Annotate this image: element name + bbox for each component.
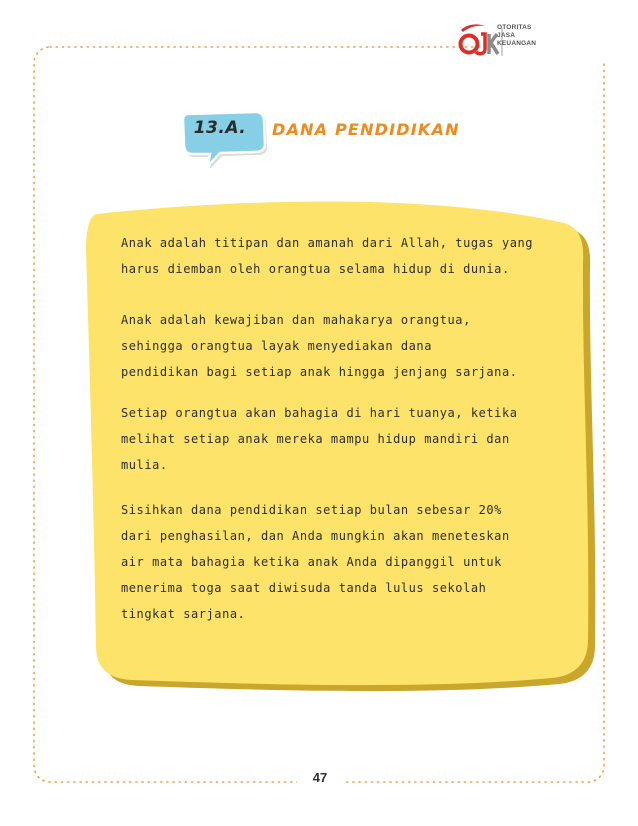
text-line: tingkat sarjana. (121, 607, 246, 621)
text-line: harus diemban oleh orangtua selama hidup di dunia. (121, 262, 510, 276)
paragraph-3 (121, 400, 518, 478)
page-number: 47 (297, 763, 343, 793)
text-line: pendidikan bagi setiap anak hingga jenjang sarjana. (121, 365, 518, 379)
logo-line-3: KEUANGAN (497, 40, 537, 47)
text-line: air mata bahagia ketika anak Anda dipanggil untuk (121, 555, 502, 569)
text-line: Setiap orangtua akan bahagia di hari tuanya, ketika (121, 406, 518, 420)
section-number: 13.A. (193, 118, 247, 138)
text-line: Sisihkan dana pendidikan setiap bulan sebesar 20% (121, 503, 502, 517)
text-line: menerima toga saat diwisuda tanda lulus sekolah (121, 581, 487, 595)
logo-line-1: OTORITAS (497, 24, 532, 31)
text-line: dari penghasilan, dan Anda mungkin akan meneteskan (121, 529, 510, 543)
paragraph-2 (121, 307, 518, 385)
text-line: sehingga orangtua layak menyediakan dana (121, 339, 432, 353)
text-line: mulia. (121, 458, 168, 472)
paragraph-4 (121, 497, 510, 627)
text-line: Anak adalah kewajiban dan mahakarya orangtua, (121, 313, 471, 327)
text-line: Anak adalah titipan dan amanah dari Allah, tugas yang (121, 236, 534, 250)
text-line: melihat setiap anak mereka mampu hidup mandiri dan (121, 432, 510, 446)
section-title: DANA PENDIDIKAN (272, 120, 460, 139)
logo-line-2: JASA (497, 32, 516, 39)
paragraph-1 (121, 230, 533, 282)
